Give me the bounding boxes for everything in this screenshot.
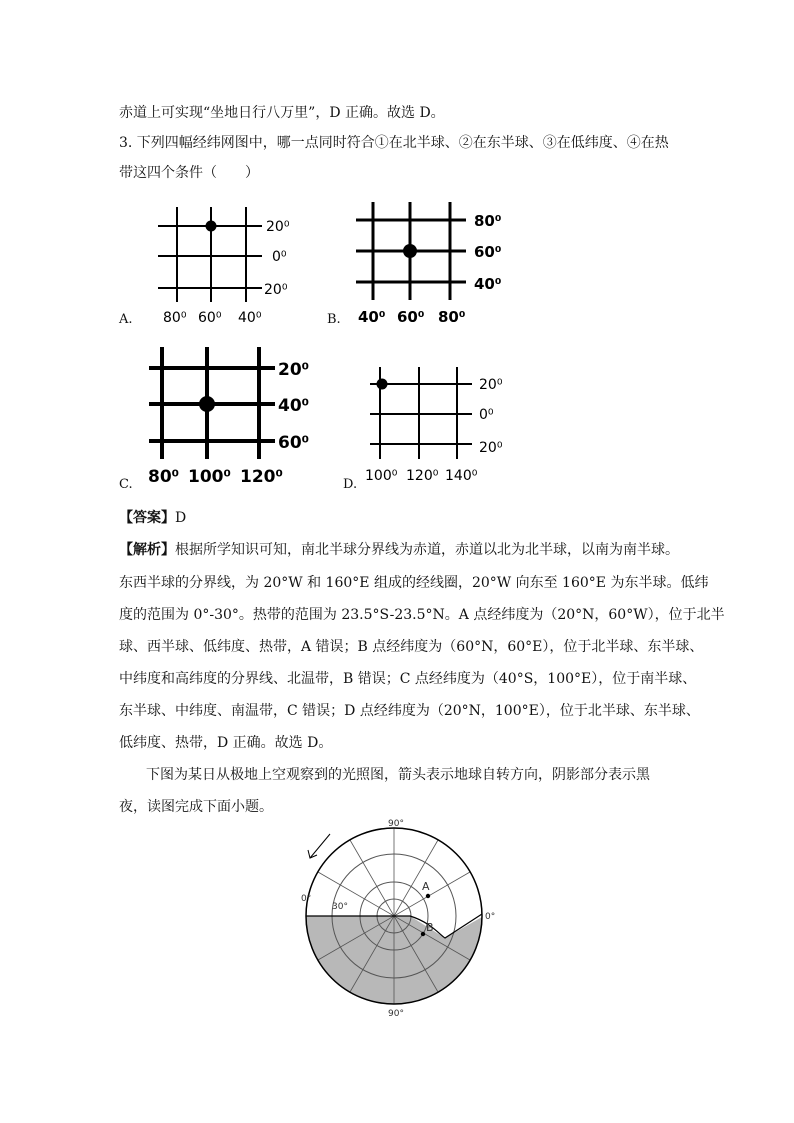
lon-label: 60⁰ [397,308,425,326]
intro-line: 下图为某日从极地上空观察到的光照图，箭头表示地球自转方向，阴影部分表示黑 [146,767,650,783]
lat-label: 20⁰ [479,377,503,393]
lat-label: 60⁰ [474,243,502,261]
point-d [377,379,388,390]
lon-label: 60⁰ [198,310,222,326]
lon-label: 80⁰ [148,467,180,487]
grid-c [145,342,320,490]
lon-label: 100⁰ [188,467,231,487]
option-b-label: B. [327,312,341,327]
lon-label: 140⁰ [445,468,478,484]
analysis-line: 球、西半球、低纬度、热带，A 错误；B 点经纬度为（60°N，60°E），位于北半球、东半球、 [119,639,704,655]
point-a [206,221,217,232]
option-d-label: D. [343,477,358,492]
lat-label: 0⁰ [272,249,287,265]
answer-label: 【答案】 [119,510,175,526]
analysis-line [119,540,679,560]
lat-label: 20⁰ [264,282,288,298]
intro-line: 夜，读图完成下面小题。 [119,799,273,815]
option-c-label: C. [119,477,133,492]
lon-label: 40⁰ [358,308,386,326]
point-b [403,244,417,258]
analysis-line: 东西半球的分界线，为 20°W 和 160°E 组成的经线圈，20°W 向东至 160°E 为东半球。低纬 [119,575,709,591]
text-line: 赤道上可实现“坐地日行八万里”，D 正确。故选 D。 [119,105,445,121]
analysis-label: 【解析】 [119,542,175,558]
analysis-line: 度的范围为 0°-30°。热带的范围为 23.5°S-23.5°N。A 点经纬度为（20°N，60°W），位于北半 [119,607,725,623]
lat-label: 60⁰ [278,433,310,453]
label-0-left: 0° [301,894,312,904]
grid-a [150,202,300,330]
lon-label: 40⁰ [238,310,262,326]
point-c [199,396,215,412]
label-90-top: 90° [388,819,404,829]
option-a-label: A. [119,312,133,327]
lon-label: 120⁰ [240,467,283,487]
lon-label: 100⁰ [365,468,398,484]
rotation-arrow [308,834,330,858]
point-a-marker [426,894,430,898]
analysis-line: 中纬度和高纬度的分界线、北温带，B 错误；C 点经纬度为（40°S，100°E），位于南半球、 [119,671,697,687]
answer-line [119,508,186,528]
label-b: B [426,921,434,934]
question-3: 3. 下列四幅经纬网图中，哪一点同时符合①在北半球、②在东半球、③在低纬度、④在热 [119,135,669,151]
analysis-line: 东半球、中纬度、南温带，C 错误；D 点经纬度为（20°N，100°E），位于北半球、东半球、 [119,703,700,719]
lat-label: 20⁰ [278,360,310,380]
lat-label: 0⁰ [479,407,494,423]
answer-value: D [175,510,187,526]
lat-label: 80⁰ [474,212,502,230]
lat-label: 40⁰ [474,275,502,293]
grid-b [352,202,512,330]
lon-label: 80⁰ [163,310,187,326]
analysis-text: 根据所学知识可知，南北半球分界线为赤道，赤道以北为北半球，以南为南半球。 [175,542,679,558]
lon-label: 80⁰ [438,308,466,326]
lat-label: 20⁰ [266,219,290,235]
lat-label: 20⁰ [479,440,503,456]
label-0-right: 0° [485,912,496,922]
point-b-marker [421,932,425,936]
analysis-line: 低纬度、热带，D 正确。故选 D。 [119,735,333,751]
label-a: A [422,880,430,893]
lat-label: 40⁰ [278,396,310,416]
lon-label: 120⁰ [406,468,439,484]
polar-illumination-diagram [290,810,500,1025]
grid-d [362,362,522,488]
label-90-bottom: 90° [388,1009,404,1019]
text-line: 带这四个条件（ ） [119,165,259,181]
label-30: 30° [332,902,348,912]
